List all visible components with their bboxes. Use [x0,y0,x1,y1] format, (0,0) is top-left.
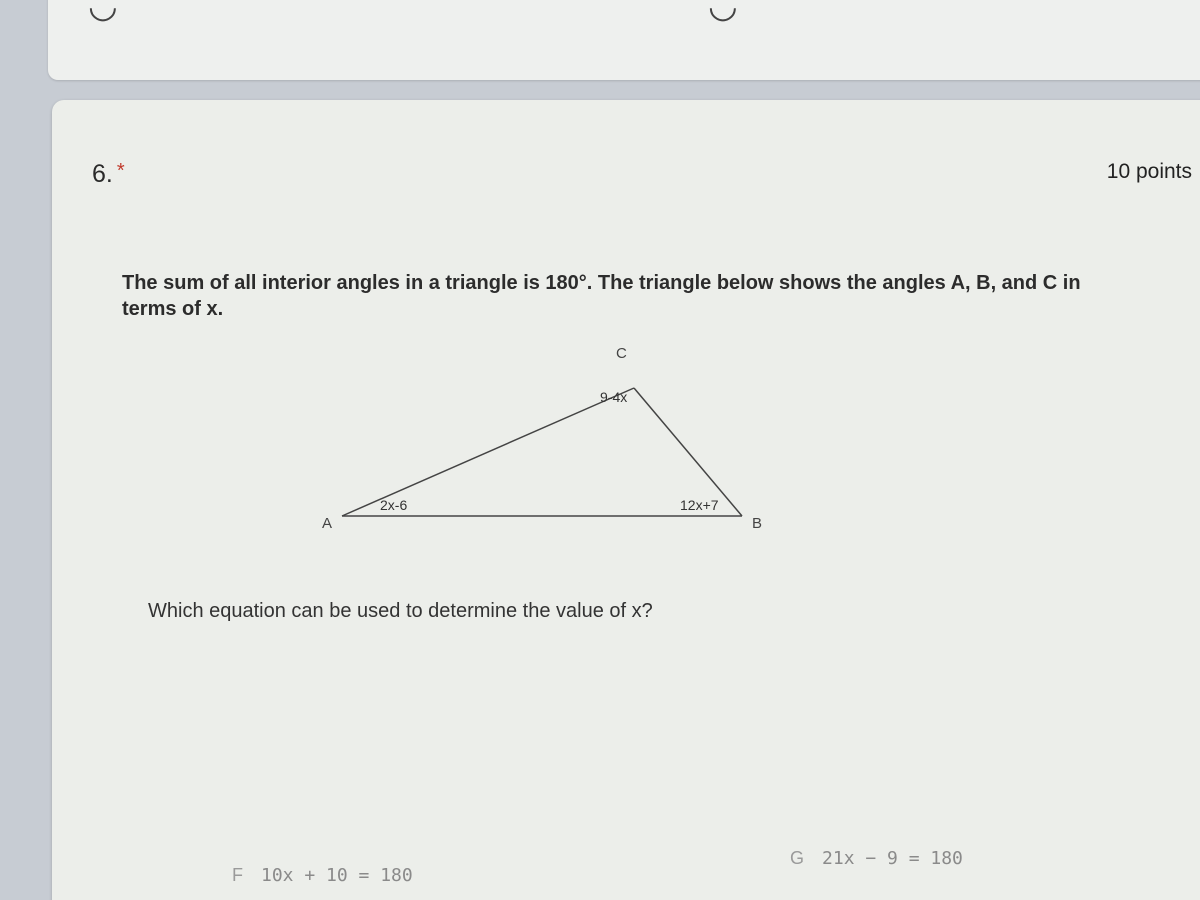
partial-radio-icon: ◡ [88,0,118,26]
vertex-label-b: B [752,515,763,532]
partial-radio-icon: ◡ [708,0,738,26]
choice-f[interactable] [232,865,413,886]
vertex-label-a: A [322,515,333,532]
vertex-label-c: C [616,345,627,362]
choice-equation: 21x − 9 = 180 [822,848,963,869]
choice-equation: 10x + 10 = 180 [261,865,413,886]
choice-letter: F [232,865,243,885]
question-number-label: 6. [92,160,113,188]
required-asterisk: * [116,160,125,182]
question-points: 10 points [1106,160,1192,183]
question-prompt: Which equation can be used to determine the value of x? [148,600,653,622]
choice-letter: G [790,848,805,868]
question-card [52,100,1200,900]
angle-label-a: 2x-6 [380,497,408,513]
triangle-diagram [52,100,1200,900]
angle-label-c: 9-4x [600,389,628,405]
angle-label-b: 12x+7 [680,497,719,513]
question-text: The sum of all interior angles in a triangle is 180°. The triangle below shows the angles A, B, and C in terms of x. [122,272,1081,320]
previous-question-card [48,0,1200,80]
choice-g[interactable] [790,848,963,869]
